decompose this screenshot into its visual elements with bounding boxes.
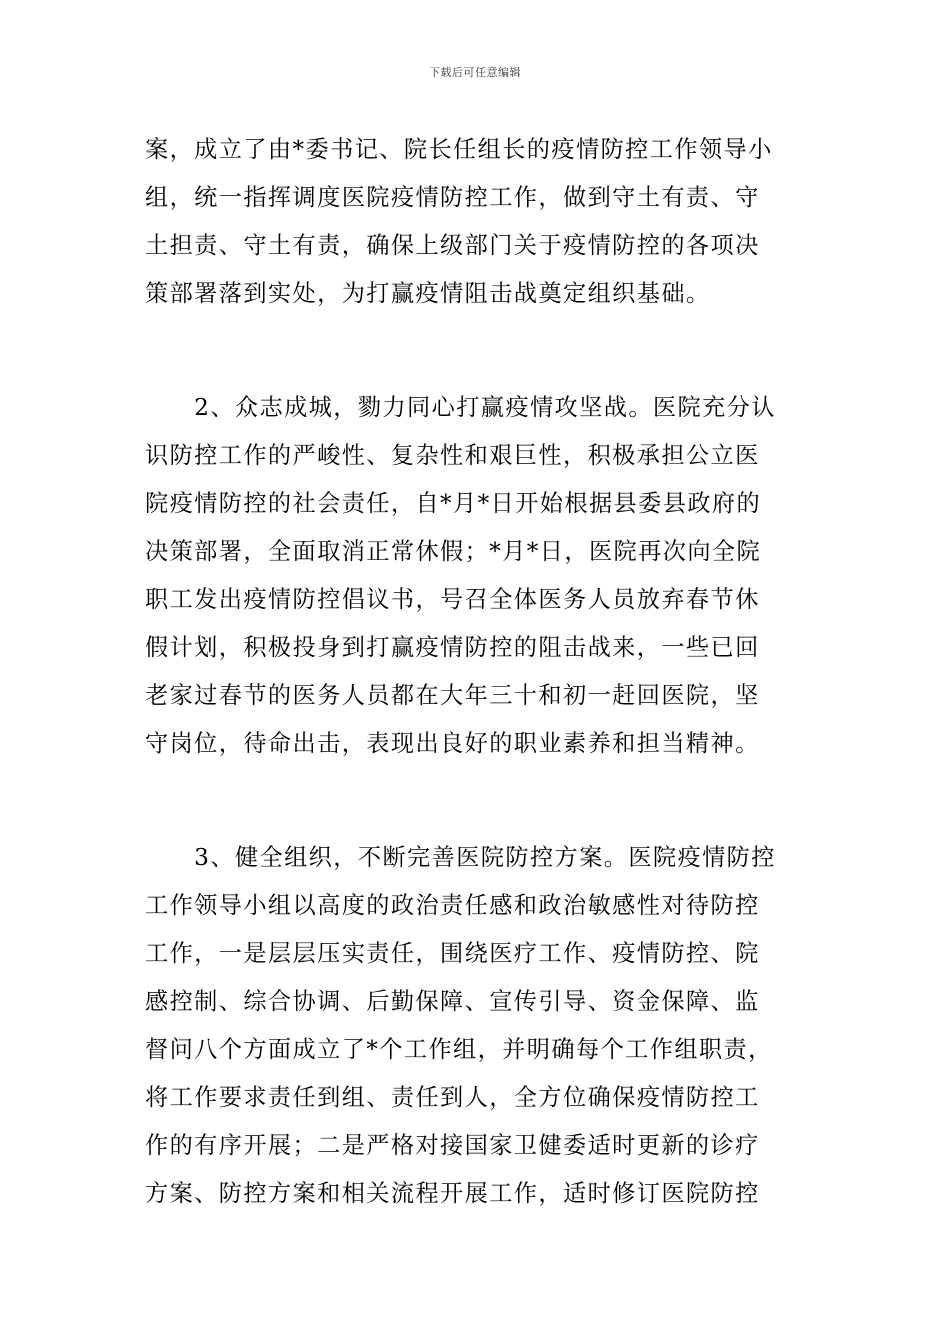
text-line: 院疫情防控的社会责任，自*月*日开始根据县委县政府的 [145, 490, 762, 517]
text-line: 策部署落到实处，为打赢疫情阻击战奠定组织基础。 [145, 280, 711, 307]
document-body [145, 126, 810, 1218]
paragraph-spacer [145, 768, 810, 834]
text-line: 组，统一指挥调度医院疫情防控工作，做到守土有责、守 [145, 184, 760, 211]
text-line: 2、众志成城，勠力同心打赢疫情攻坚战。医院充分认 [145, 394, 776, 421]
paragraph-2 [145, 384, 810, 768]
page-header-note: 下载后可任意编辑 [429, 66, 521, 79]
text-line: 督问八个方面成立了*个工作组，并明确每个工作组职责， [145, 1036, 773, 1063]
text-line: 假计划，积极投身到打赢疫情防控的阻击战来，一些已回 [145, 634, 760, 661]
text-line: 方案、防控方案和相关流程开展工作，适时修订医院防控 [145, 1180, 760, 1207]
text-line: 土担责、守土有责，确保上级部门关于疫情防控的各项决 [145, 232, 760, 259]
text-line: 工作，一是层层压实责任，围绕医疗工作、疫情防控、院 [145, 940, 760, 967]
text-line: 守岗位，待命出击，表现出良好的职业素养和担当精神。 [145, 730, 760, 757]
paragraph-1 [145, 126, 810, 318]
text-line: 案，成立了由*委书记、院长任组长的疫情防控工作领导小 [145, 136, 773, 163]
text-line: 决策部署，全面取消正常休假；*月*日，医院再次向全院 [145, 538, 762, 565]
text-line: 将工作要求责任到组、责任到人，全方位确保疫情防控工 [145, 1084, 760, 1111]
text-line: 识防控工作的严峻性、复杂性和艰巨性，积极承担公立医 [145, 442, 760, 469]
paragraph-spacer [145, 318, 810, 384]
text-line: 3、健全组织，不断完善医院防控方案。医院疫情防控 [145, 844, 776, 871]
text-line: 老家过春节的医务人员都在大年三十和初一赶回医院，坚 [145, 682, 760, 709]
text-line: 感控制、综合协调、后勤保障、宣传引导、资金保障、监 [145, 988, 760, 1015]
paragraph-3 [145, 834, 810, 1218]
text-line: 职工发出疫情防控倡议书，号召全体医务人员放弃春节休 [145, 586, 760, 613]
text-line: 作的有序开展；二是严格对接国家卫健委适时更新的诊疗 [145, 1132, 760, 1159]
text-line: 工作领导小组以高度的政治责任感和政治敏感性对待防控 [145, 892, 760, 919]
